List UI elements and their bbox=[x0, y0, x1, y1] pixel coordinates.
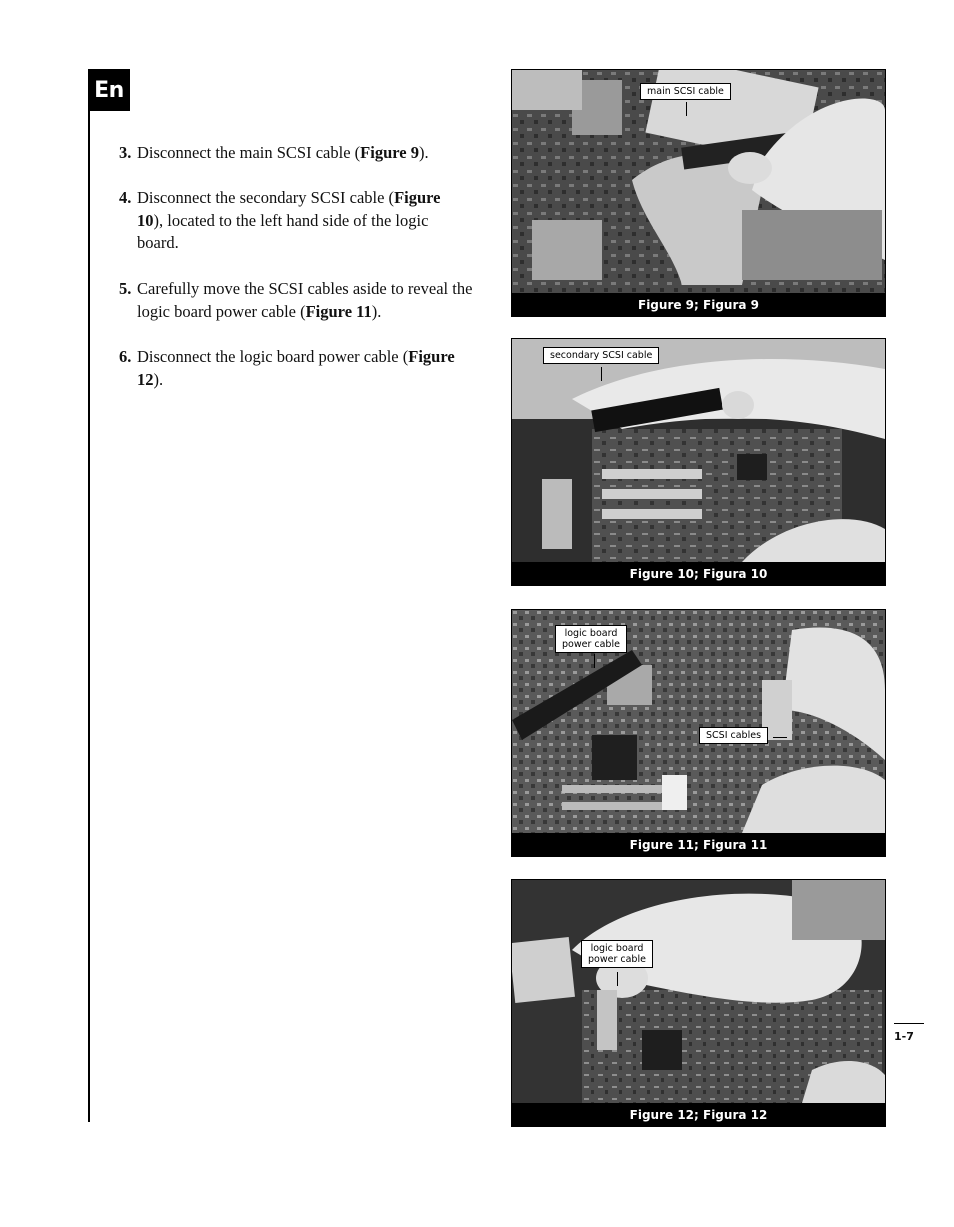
step-3 bbox=[119, 142, 429, 165]
callout-secondary-scsi-cable: secondary SCSI cable bbox=[543, 347, 659, 364]
callout-leader-line bbox=[773, 737, 787, 738]
figure-reference: Figure 9 bbox=[360, 143, 419, 162]
step-number: 4. bbox=[119, 188, 132, 207]
callout-main-scsi-cable: main SCSI cable bbox=[640, 83, 731, 100]
figure-caption: Figure 9; Figura 9 bbox=[512, 293, 885, 316]
step-text: Disconnect the logic board power cable ( bbox=[137, 347, 409, 366]
step-number: 5. bbox=[119, 279, 132, 298]
step-text: Carefully move the SCSI cables aside to reveal the logic board power cable ( bbox=[137, 279, 473, 321]
step-6 bbox=[119, 346, 457, 391]
figure-10 bbox=[511, 338, 886, 586]
callout-logic-board-power-cable bbox=[555, 625, 627, 653]
callout-leader-line bbox=[686, 102, 687, 116]
step-number: 6. bbox=[119, 347, 132, 366]
figure-caption: Figure 10; Figura 10 bbox=[512, 562, 885, 585]
callout-leader-line bbox=[617, 972, 618, 986]
callout-text-line-1: logic board bbox=[564, 628, 618, 639]
step-number: 3. bbox=[119, 143, 132, 162]
callout-text-line-1: logic board bbox=[590, 943, 644, 954]
step-text-end: ). bbox=[418, 143, 429, 162]
callout-text-line-2: power cable bbox=[588, 954, 646, 965]
step-text: Disconnect the secondary SCSI cable ( bbox=[137, 188, 395, 207]
callout-text-line-2: power cable bbox=[562, 639, 620, 650]
step-text-end: ). bbox=[153, 369, 164, 389]
callout-leader-line bbox=[594, 654, 595, 668]
figure-reference: Figure 12 bbox=[137, 347, 455, 389]
page-number-text: 1-7 bbox=[894, 1030, 914, 1043]
figure-12 bbox=[511, 879, 886, 1127]
step-text: Disconnect the main SCSI cable ( bbox=[137, 143, 361, 162]
photo-secondary-scsi-cable bbox=[512, 339, 885, 562]
figure-caption: Figure 11; Figura 11 bbox=[512, 833, 885, 856]
figure-reference: Figure 10 bbox=[137, 188, 441, 230]
photo-main-scsi-cable bbox=[512, 70, 885, 293]
callout-logic-board-power-cable bbox=[581, 940, 653, 968]
language-tab-label: En bbox=[94, 77, 124, 103]
step-text-end: ), located to the left hand side of the logic board. bbox=[137, 210, 429, 252]
figure-9 bbox=[511, 69, 886, 317]
left-margin-rule bbox=[88, 111, 90, 1122]
page-number bbox=[894, 1023, 924, 1043]
figure-reference: Figure 11 bbox=[305, 301, 372, 321]
figure-caption: Figure 12; Figura 12 bbox=[512, 1103, 885, 1126]
callout-scsi-cables: SCSI cables bbox=[699, 727, 768, 744]
step-text-end: ). bbox=[371, 301, 382, 321]
callout-leader-line bbox=[601, 367, 602, 381]
step-5 bbox=[119, 278, 497, 323]
step-4 bbox=[119, 187, 457, 255]
language-tab bbox=[88, 69, 130, 111]
photo-disconnect-power-cable bbox=[512, 880, 885, 1103]
figure-11 bbox=[511, 609, 886, 857]
